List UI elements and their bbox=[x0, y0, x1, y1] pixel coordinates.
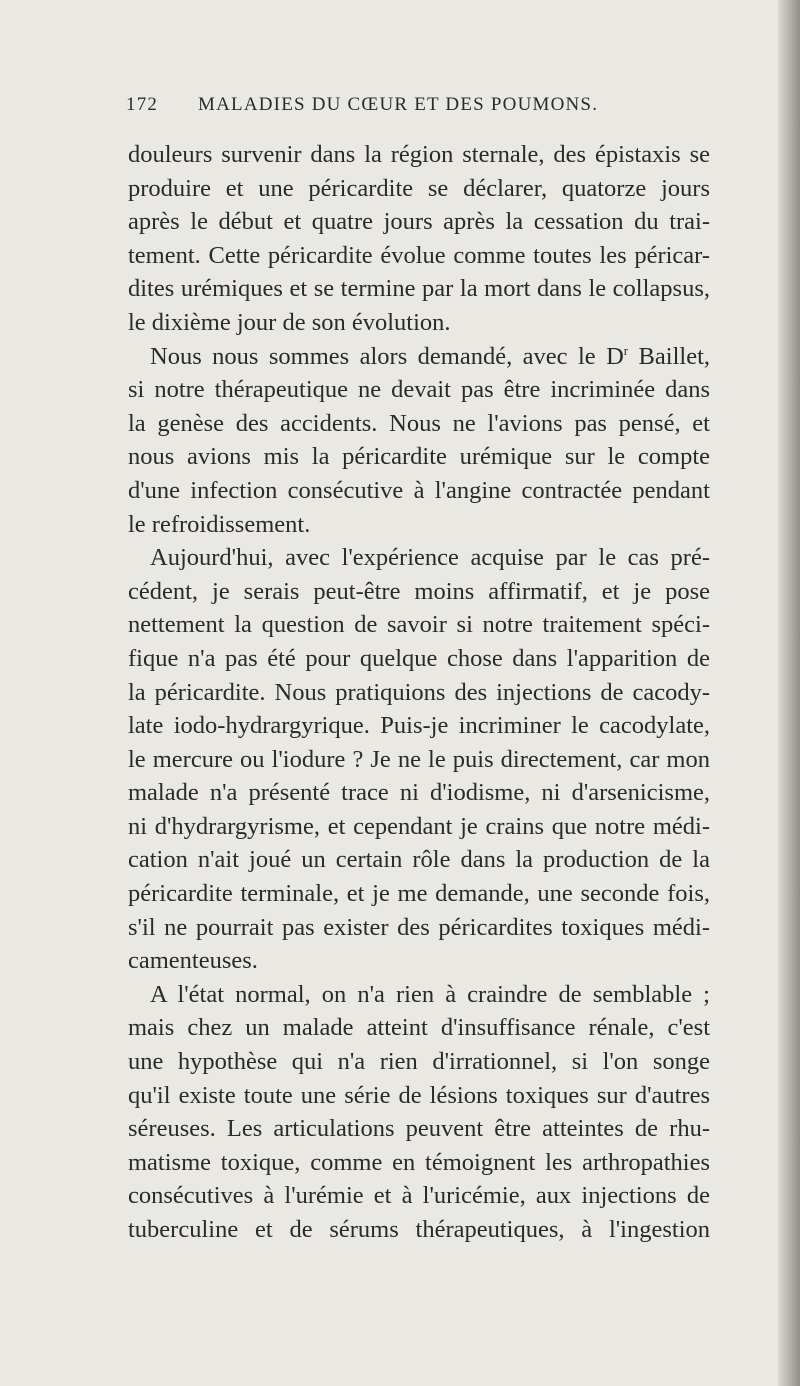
text-line: péricardite terminale, et je me demande, une seconde fois, bbox=[128, 880, 710, 908]
text-fragment: Nous nous sommes alors demandé, avec le D bbox=[150, 342, 624, 370]
text-line: nous avions mis la péricardite urémique sur le compte bbox=[128, 443, 710, 471]
text-line: douleurs survenir dans la région sternale, des épistaxis se bbox=[128, 141, 710, 168]
text-line: cation n'ait joué un certain rôle dans la production de la bbox=[128, 846, 710, 874]
text-line bbox=[128, 340, 710, 374]
text-line: nettement la question de savoir si notre traitement spéci- bbox=[128, 611, 710, 639]
text-line: consécutives à l'urémie et à l'uricémie, aux injections de bbox=[128, 1182, 710, 1210]
text-line: camenteuses. bbox=[128, 947, 258, 975]
text-line: après le début et quatre jours après la cessation du trai- bbox=[128, 208, 710, 236]
text-line: le refroidissement. bbox=[128, 510, 311, 538]
text-line: la péricardite. Nous pratiquions des injections de cacody- bbox=[128, 678, 710, 706]
text-line: qu'il existe toute une série de lésions toxiques sur d'autres bbox=[128, 1081, 710, 1109]
text-line: s'il ne pourrait pas exister des péricardites toxiques médi- bbox=[128, 913, 710, 941]
text-line: d'une infection consécutive à l'angine contractée pendant bbox=[128, 476, 710, 504]
superscript: r bbox=[623, 342, 629, 358]
body-text bbox=[128, 138, 710, 1247]
text-line: late iodo-hydrargyrique. Puis-je incriminer le cacodylate, bbox=[128, 712, 710, 740]
text-line: Aujourd'hui, avec l'expérience acquise par le cas pré- bbox=[150, 544, 710, 572]
text-line: le dixième jour de son évolution. bbox=[128, 308, 451, 336]
running-head bbox=[126, 90, 746, 120]
running-title: MALADIES DU CŒUR ET DES POUMONS. bbox=[198, 94, 599, 115]
page-edge-shadow bbox=[778, 0, 800, 1386]
text-line: matisme toxique, comme en témoignent les arthropathies bbox=[128, 1148, 710, 1176]
text-line: tuberculine et de sérums thérapeutiques, à l'ingestion bbox=[128, 1216, 710, 1243]
text-fragment: Baillet, bbox=[628, 342, 710, 370]
text-line: la genèse des accidents. Nous ne l'avions pas pensé, et bbox=[128, 409, 710, 437]
text-line: malade n'a présenté trace ni d'iodisme, ni d'arsenicisme, bbox=[128, 779, 710, 807]
text-line: le mercure ou l'iodure ? Je ne le puis directement, car mon bbox=[128, 745, 710, 773]
text-line: cédent, je serais peut-être moins affirmatif, et je pose bbox=[128, 577, 710, 605]
text-line: ni d'hydrargyrisme, et cependant je crains que notre médi- bbox=[128, 812, 710, 840]
page-number: 172 bbox=[126, 94, 159, 115]
text-line: si notre thérapeutique ne devait pas être incriminée dans bbox=[128, 376, 710, 404]
text-line: mais chez un malade atteint d'insuffisance rénale, c'est bbox=[128, 1014, 710, 1042]
text-line: produire et une péricardite se déclarer, quatorze jours bbox=[128, 174, 710, 202]
text-line: dites urémiques et se termine par la mort dans le collapsus, bbox=[128, 275, 710, 303]
text-line: fique n'a pas été pour quelque chose dans l'apparition de bbox=[128, 644, 710, 672]
text-line: tement. Cette péricardite évolue comme toutes les péricar- bbox=[128, 241, 710, 269]
text-line: séreuses. Les articulations peuvent être atteintes de rhu- bbox=[128, 1115, 710, 1143]
text-line: une hypothèse qui n'a rien d'irrationnel, si l'on songe bbox=[128, 1048, 710, 1076]
text-line: A l'état normal, on n'a rien à craindre de semblable ; bbox=[150, 980, 710, 1008]
